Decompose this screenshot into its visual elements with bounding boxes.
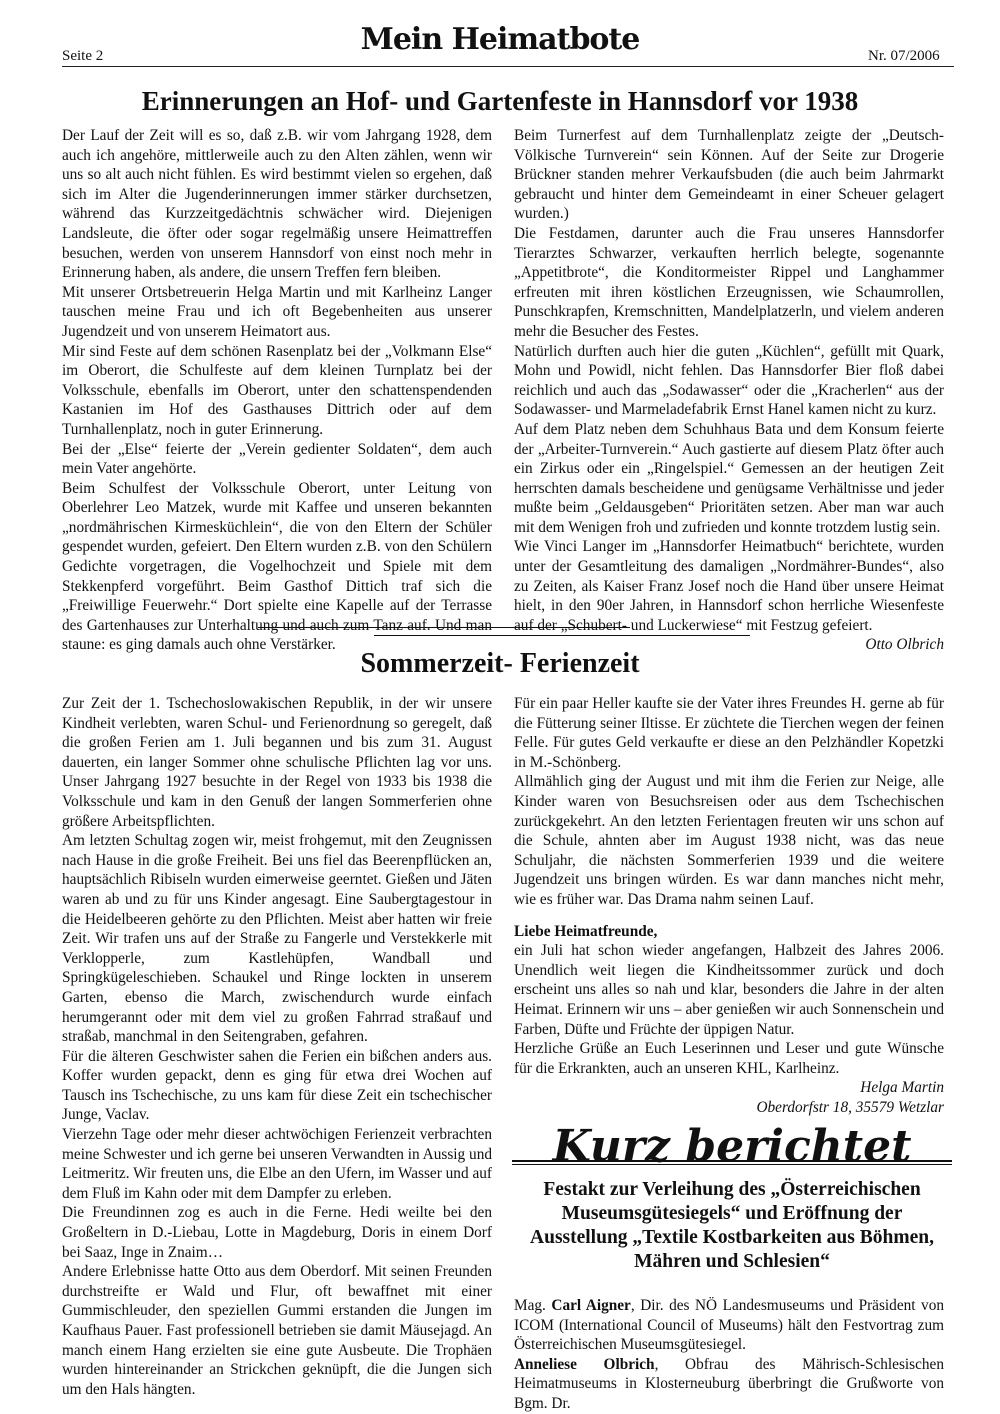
- paragraph: Andere Erlebnisse hatte Otto aus dem Oberdorf. Mit seinen Freunden durchstreifte er Wald und Flur, oft bewaffnet mit einer Gummischleuder, den speziellen Gummi erstanden die Jungen im Kaufhaus Pauer. Fast professionell betrieben sie damit Mäusejagd. An manch einem Hang erzielten sie eine gute Ausbeute. Die Trophäen wurden hintereinander an Strickchen geknüpft, die die Jungen sich um den Hals hängten.: [62, 1263, 492, 1398]
- text: Mag.: [514, 1297, 552, 1314]
- paragraph: Für die älteren Geschwister sahen die Ferien ein bißchen anders aus. Koffer wurden gepackt, denn es ging für etwa drei Wochen auf Tausch ins Tschechische, zu uns kam für diese Zeit ein tschechischer Junge, Vaclav.: [62, 1047, 492, 1124]
- kurz-berichtet-banner: Kurz berichtet: [552, 1121, 912, 1172]
- article2-left-column: [62, 694, 492, 1399]
- text: , Obfrau des Mährisch-Schlesischen Heimatmuseums in Klosterneuburg überbringt die Grußworte von Bgm. Dr.: [514, 1355, 944, 1412]
- article1-author: Otto Olbrich: [865, 636, 944, 654]
- paragraph: Beim Schulfest der Volksschule Oberort, unter Leitung von Oberlehrer Leo Matzek, wurde mit Kaffee und unseren bekannten „nordmährischen Kirmesküchlein“, die von den Eltern der Schüler gespendet wurden, gefeiert. Den Eltern wurden z.B. von den Schülern Gedichte vorgetragen, die Vogelhochzeit und Spiele mit dem Stekkenpferd vorgeführt. Beim Gasthof Dittich traf sich die „Freiwillige Feuerwehr.“ Dort spielte eine Kapelle auf der Terrasse des Gartenhauses zur Unterhaltung und auch zum Tanz auf. Und man staune: es ging damals auch ohne Verstärker.: [62, 479, 492, 654]
- article2-address: Oberdorfstr 18, 35579 Wetzlar: [756, 1098, 944, 1116]
- paragraph: Bei der „Else“ feierte der „Verein gedienter Soldaten“, dem auch mein Vater angehörte.: [62, 440, 492, 478]
- person-name: Carl Aigner: [551, 1297, 631, 1314]
- article1-left-column: [62, 126, 492, 655]
- paragraph: Am letzten Schultag zogen wir, meist frohgemut, mit den Zeugnissen nach Hause in die große Freiheit. Bei uns fiel das Beerenpflücken an, hauptsächlich Ribiseln wurden eimerweise geerntet. Gießen und Jäten waren ab und zu für uns Kinder angesagt. Eine Saubergtagestour in die Heidelbeeren gehörte zu den Pflichten. Meist aber hatten wir freie Zeit. Wir trafen uns auf der Straße zu Fangerle und Verstekkerle mit Verklopperle, zum Kastlehüpfen, Wandball und Springkügeleschieben. Schaukel und Ringe lockten in unserem Garten, ebenso die March, zwischendurch wurde einfach herumgerannt oder mit dem viel zu großen Fahrrad straßauf und straßab, manchmal in den Seitengraben, gefahren.: [62, 832, 492, 1046]
- page-number: Seite 2: [62, 48, 104, 64]
- banner-rule: [512, 1164, 952, 1165]
- paragraph: Allmählich ging der August und mit ihm die Ferien zur Neige, alle Kinder waren von Besuchsreisen oder aus dem Tschechischen zurückgekehrt. An den letzten Ferientagen freuten wir uns schon auf die Schule, ahnten aber im August 1938 nicht, was das neue Schuljahr, die nächsten Sommerferien 1939 und die weitere Jugendzeit uns bringen würden. Es war dann manches nicht mehr, wie es früher war. Das Drama nahm seinen Lauf.: [514, 773, 944, 908]
- paragraph: Vierzehn Tage oder mehr dieser achtwöchigen Ferienzeit verbrachten meine Schwester und ich gerne bei unseren Verwandten in Aussig und Leitmeritz. Wir freuten uns, die Elbe an den Ufern, im Wasser und auf dem Fluß im Kahn oder mit dem Dampfer zu erleben.: [62, 1126, 492, 1202]
- header-rule: [62, 66, 954, 67]
- text: , Dir. des NÖ Landesmuseums und Präsident von ICOM (International Council of Museums) hält den Festvortrag zum Österreichischen Museumsgütesiegel.: [514, 1297, 944, 1354]
- separator-rule: [374, 635, 750, 636]
- article1-right-column: [514, 126, 944, 655]
- kurz-body: [514, 1296, 944, 1414]
- article2-author: Helga Martin: [860, 1079, 944, 1097]
- article1-title: Erinnerungen an Hof- und Gartenfeste in Hannsdorf vor 1938: [141, 86, 859, 116]
- separator-rule: [258, 627, 630, 628]
- paragraph: Für ein paar Heller kaufte sie der Vater ihres Freundes H. gerne ab für die Fütterung seiner Iltisse. Er züchtete die Tierchen wegen der feinen Felle. Für gutes Geld verkaufte er diese an den Pelzhändler Kopetzki in M.-Schönberg.: [514, 695, 944, 771]
- paragraph: Der Lauf der Zeit will es so, daß z.B. wir vom Jahrgang 1928, dem auch ich angehöre, mittlerweile auch zu den Alten zählen, wenn wir uns so alt auch nicht fühlen. Es wird bestimmt vielen so ergehen, daß sich im Alter die Jugenderinnerungen immer stärker durchsetzen, während das Kurzzeitgedächtnis schwächer wird. Diejenigen Landsleute, die öfter oder sogar regelmäßig unsere Heimattreffen besuchen, werden von unserem Hannsdorf von einst noch mehr in Erinnerung haben, als andere, die unsern Treffen fern bleiben.: [62, 127, 492, 282]
- banner-rule: [512, 1160, 952, 1162]
- festakt-headline: Festakt zur Verleihung des „Österreichischen Museumsgütesiegels“ und Eröffnung der Ausstellung „Textile Kostbarkeiten aus Böhmen, Mähren und Schlesien“: [530, 1179, 934, 1272]
- paragraph: Zur Zeit der 1. Tschechoslowakischen Republik, in der wir unsere Kindheit verlebten, waren Schul- und Ferienordnung so geregelt, daß die großen Ferien am 1. Juli begannen und bis zum 31. August dauerten, ein langer Sommer ohne schulische Pflichten lag vor uns. Unser Jahrgang 1927 besuchte in der Regel von 1933 bis 1938 die Volksschule und kam in den Genuß der langen Sommerferien ohne größere Arbeitspflichten.: [62, 695, 492, 830]
- paragraph: [514, 1296, 944, 1355]
- letter-heading: Liebe Heimatfreunde,: [514, 922, 658, 940]
- paragraph: Mir sind Feste auf dem schönen Rasenplatz bei der „Volkmann Else“ im Oberort, die Schulfeste auf dem kleinen Turnplatz bei der Volksschule, ebenfalls im Oberort, unter den schattenspendenden Kastanien im Hof des Gasthauses Dittrich oder auf dem Turnhallenplatz, noch in guter Erinnerung.: [62, 342, 492, 438]
- paragraph: ein Juli hat schon wieder angefangen, Halbzeit des Jahres 2006. Unendlich weit liegen die Kindheitssommer zurück und doch erscheint uns alles so nah und klar, besonders die Jahre in der alten Heimat. Erinnern wir uns – aber genießen wir auch Sonnenschein und Farben, Düfte und Früchte der üppigen Natur.: [514, 942, 944, 1038]
- article2-right-column: [514, 694, 944, 1117]
- paragraph: Die Festdamen, darunter auch die Frau unseres Hannsdorfer Tierarztes Schwarzer, verkauften herrlich belegte, sogenannte „Appetitbrote“, die Konditormeister Rippel und Langhammer erfreuten mit ihren köstlichen Erzeugnissen, wie Schaumrollen, Punschkrapfen, Kremschnitten, Mandelplatzerln, und vielem anderen mehr die Besucher des Festes.: [514, 224, 944, 340]
- article2-title: Sommerzeit- Ferienzeit: [360, 648, 640, 679]
- issue-number: Nr. 07/2006: [868, 48, 940, 64]
- paragraph: Herzliche Grüße an Euch Leserinnen und Leser und gute Wünsche für die Erkrankten, auch an unseren KHL, Karlheinz.: [514, 1040, 944, 1077]
- paragraph: Auf dem Platz neben dem Schuhhaus Bata und dem Konsum feierte der „Arbeiter-Turnverein.“ Auch gastierte auf diesem Platz öfter auch ein Zirkus oder ein „Ringelspiel.“ Gemessen an der heutigen Zeit herrschten damals bescheidene und genügsame Verhältnisse und jeder mußte beim „Geldausgeben“ Prioritäten setzen. Aber man war auch mit dem Wenigen froh und zufrieden und konnte trotzdem lustig sein.: [514, 420, 944, 536]
- masthead-logo: Mein Heimatbote: [360, 22, 640, 57]
- paragraph: Die Freundinnen zog es auch in die Ferne. Hedi weilte bei den Großeltern in D.-Liebau, Lotte in Magdeburg, Doris in einem Dorf bei Saaz, Inge in Znaim…: [62, 1204, 492, 1261]
- paragraph: Beim Turnerfest auf dem Turnhallenplatz zeigte der „Deutsch-Völkische Turnverein“ sein Können. Auf der Seite zur Drogerie Brückner standen mehrer Verkaufsbuden (die auch beim Jahrmarkt gebraucht und hinter dem Gemeindeamt in einer Scheuer gelagert wurden.): [514, 127, 944, 223]
- person-name: Anneliese Olbrich: [514, 1355, 655, 1373]
- paragraph: Mit unserer Ortsbetreuerin Helga Martin und mit Karlheinz Langer tauschen meine Frau und ich oft Begebenheiten aus unserer Jugendzeit und von unserem Heimatort aus.: [62, 283, 492, 340]
- paragraph: Wie Vinci Langer im „Hannsdorfer Heimatbuch“ berichtete, wurden unter der Gesamtleitung des damaligen „Nordmährer-Bundes“, also zu Zeiten, als Kaiser Franz Josef noch die Hand über unsere Heimat hielt, in den 90er Jahren, in Hannsdorf schon herrliche Wiesenfeste auf der „Schubert- und Luckerwiese“ mit Festzug gefeiert.: [514, 538, 944, 634]
- paragraph: [514, 1355, 944, 1414]
- paragraph: Natürlich durften auch hier die guten „Küchlen“, gefüllt mit Quark, Mohn und Powidl, nicht fehlen. Das Hannsdorfer Bier floß dabei reichlich und auch das „Sodawasser“ oder die „Kracherlen“ aus der Sodawasser- und Marmeladefabrik Ernst Hanel kamen nicht zu kurz.: [514, 342, 944, 419]
